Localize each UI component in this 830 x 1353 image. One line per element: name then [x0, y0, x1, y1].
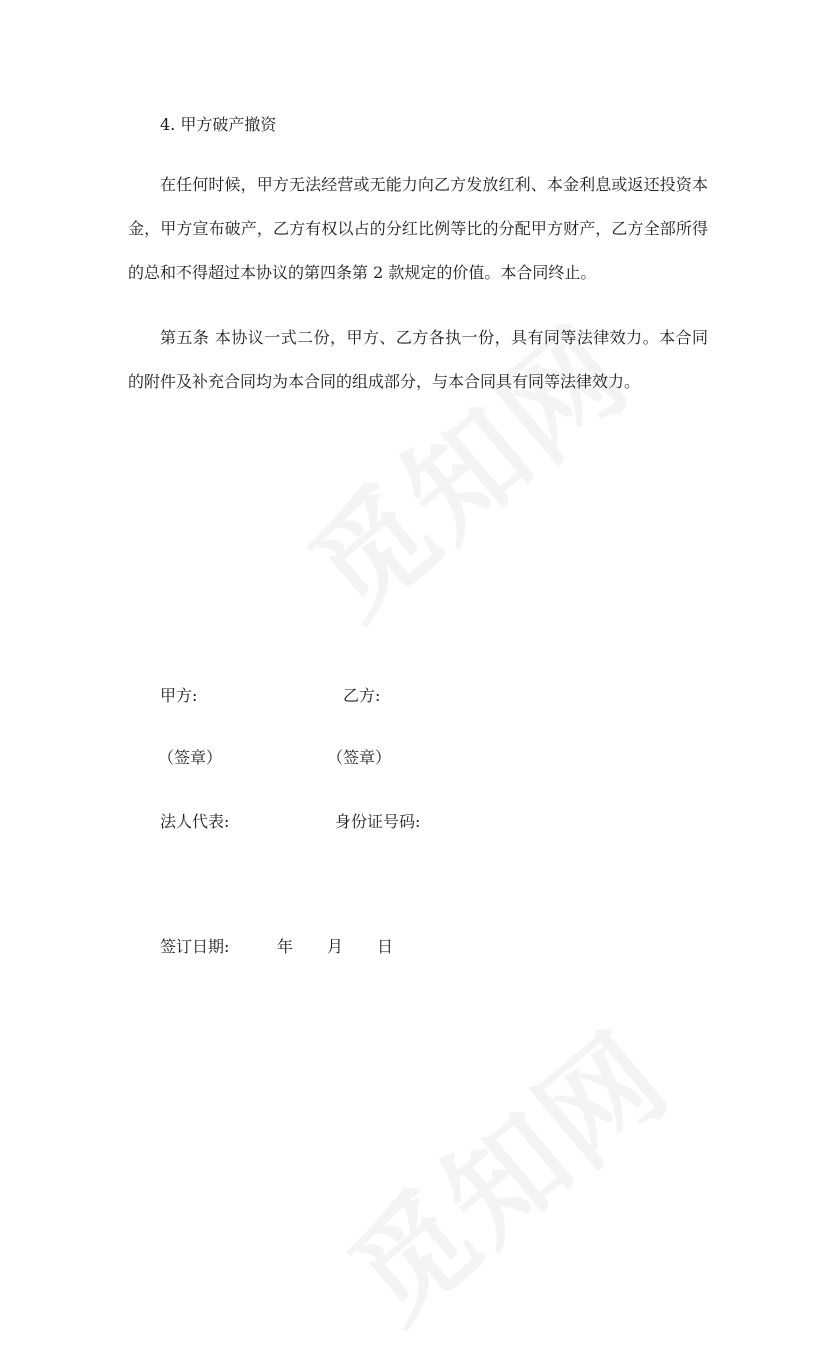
paragraph-bankruptcy: 在任何时候，甲方无法经营或无能力向乙方发放红利、本金利息或返还投资本金，甲方宣布破产，乙方有权以占的分红比例等比的分配甲方财产，乙方全部所得的总和不得超过本协议的第四条第 2 款规定的价值。本合同终止。 [128, 175, 708, 282]
id-number-label: 身份证号码: [335, 812, 421, 831]
party-a-label: 甲方: [160, 686, 198, 705]
day-label: 日 [377, 937, 394, 956]
section-heading: 4. 甲方破产撤资 [160, 115, 277, 134]
year-label: 年 [277, 937, 294, 956]
party-b-seal-label: （签章） [327, 748, 392, 767]
sign-date-label: 签订日期: [160, 937, 230, 956]
paragraph-article-5: 第五条 本协议一式二份，甲方、乙方各执一份，具有同等法律效力。本合同的附件及补充合同均为本合同的组成部分，与本合同具有同等法律效力。 [128, 328, 708, 391]
legal-representative-label: 法人代表: [160, 812, 230, 831]
watermark-bottom [308, 987, 698, 1352]
party-b-label: 乙方: [343, 686, 381, 705]
month-label: 月 [327, 937, 344, 956]
party-a-seal-label: （签章） [158, 748, 223, 767]
